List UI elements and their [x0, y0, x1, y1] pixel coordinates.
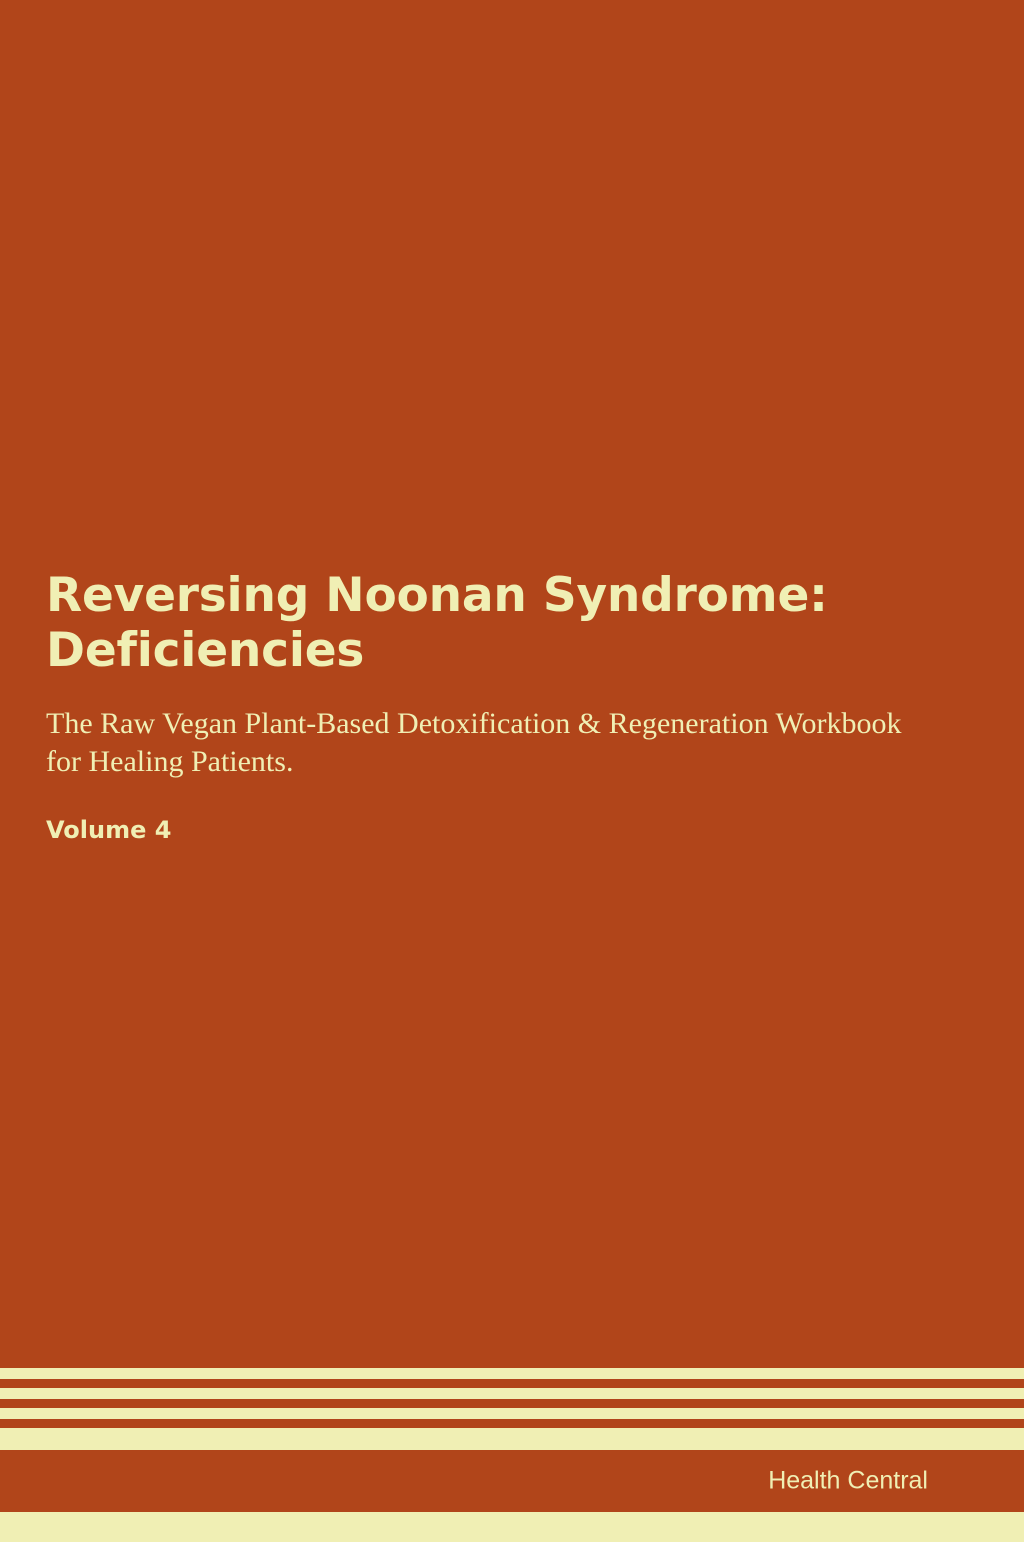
stripe-cream-4 — [0, 1428, 1024, 1450]
cover-subtitle: The Raw Vegan Plant-Based Detoxification & Regeneration Workbook for Healing Patients. — [46, 706, 902, 779]
stripe-cream-3 — [0, 1408, 1024, 1419]
stripe-rust-2 — [0, 1399, 1024, 1408]
cover-text-block — [46, 568, 946, 844]
stripe-rust-3 — [0, 1419, 1024, 1428]
publisher-name: Health Central — [768, 1466, 928, 1495]
stripe-cream-bottom — [0, 1512, 1024, 1542]
stripe-rust-1 — [0, 1379, 1024, 1388]
publisher-band — [0, 1450, 1024, 1512]
page-title: Reversing Noonan Syndrome: Deficiencies — [46, 568, 828, 679]
volume-label: Volume 4 — [46, 815, 172, 844]
stripe-cream-2 — [0, 1388, 1024, 1399]
stripe-cream-1 — [0, 1368, 1024, 1379]
decorative-stripes — [0, 1368, 1024, 1542]
